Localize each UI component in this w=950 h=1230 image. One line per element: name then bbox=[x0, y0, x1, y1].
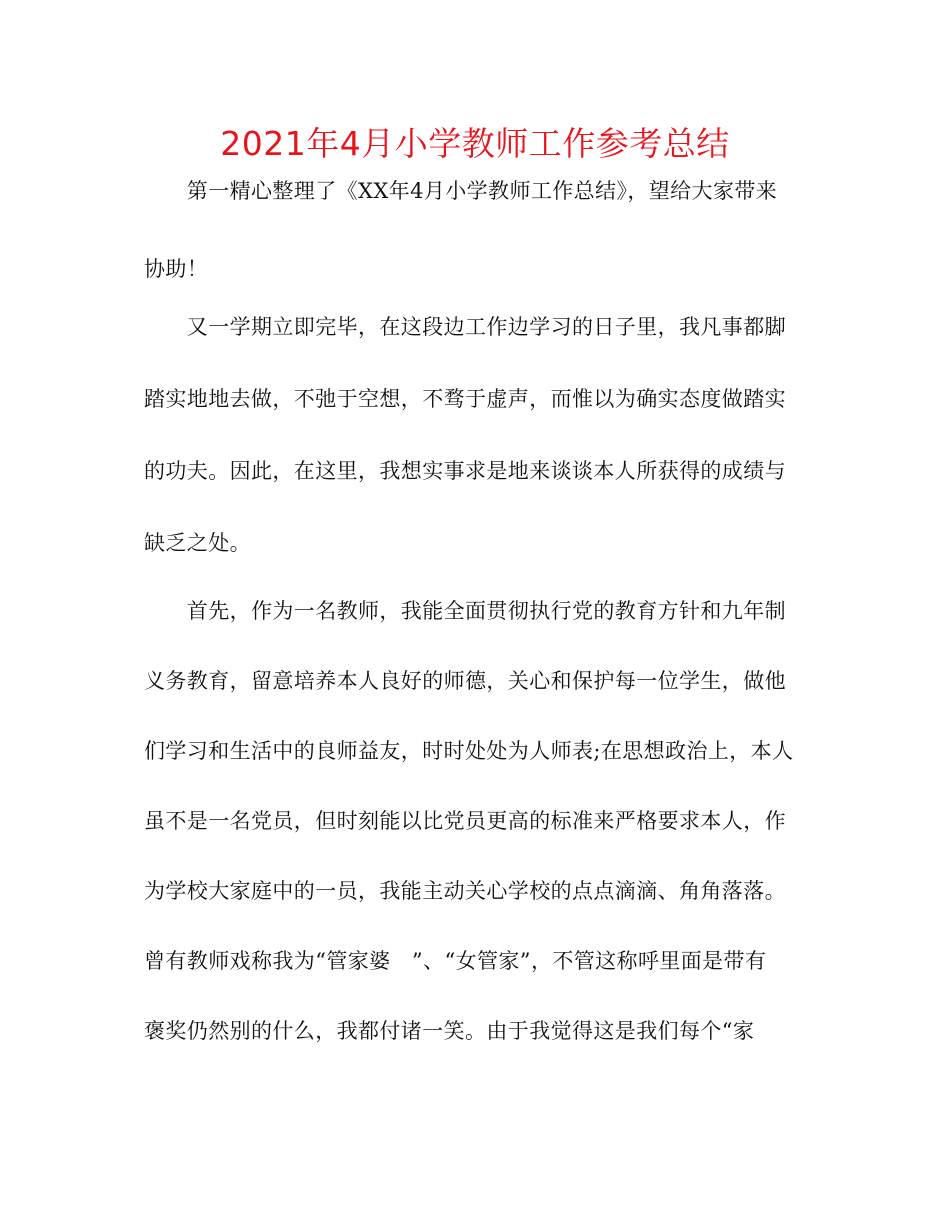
body-line-5: 的功夫。因此，在这里，我想实事求是地来谈谈本人所获得的成绩与 bbox=[144, 459, 786, 483]
body-line-10: 虽不是一名党员，但时刻能以比党员更高的标准来严格要求本人，作 bbox=[144, 809, 786, 833]
body-line-1: 第一精心整理了《XX年4月小学教师工作总结》，望给大家带来 bbox=[144, 179, 778, 203]
body-line-12: 曾有教师戏称我为“管家婆 ”、“女管家”，不管这称呼里面是带有 bbox=[144, 949, 767, 973]
document-title: 2021年4月小学教师工作参考总结 bbox=[220, 124, 730, 163]
body-line-13: 褒奖仍然别的什么，我都付诸一笑。由于我觉得这是我们每个“家 bbox=[144, 1019, 755, 1043]
body-line-8: 义务教育，留意培养本人良好的师德，关心和保护每一位学生，做他 bbox=[144, 669, 786, 693]
body-line-3: 又一学期立即完毕，在这段边工作边学习的日子里，我凡事都脚 bbox=[144, 315, 786, 339]
body-line-7: 首先，作为一名教师，我能全面贯彻执行党的教育方针和九年制 bbox=[144, 599, 786, 623]
body-line-6: 缺乏之处。 bbox=[144, 531, 251, 555]
body-line-11: 为学校大家庭中的一员，我能主动关心学校的点点滴滴、角角落落。 bbox=[144, 879, 786, 903]
body-line-9: 们学习和生活中的良师益友，时时处处为人师表;在思想政治上，本人 bbox=[144, 739, 794, 763]
body-line-4: 踏实地地去做，不弛于空想，不骛于虚声，而惟以为确实态度做踏实 bbox=[144, 387, 786, 411]
body-line-2: 协助！ bbox=[144, 257, 209, 281]
